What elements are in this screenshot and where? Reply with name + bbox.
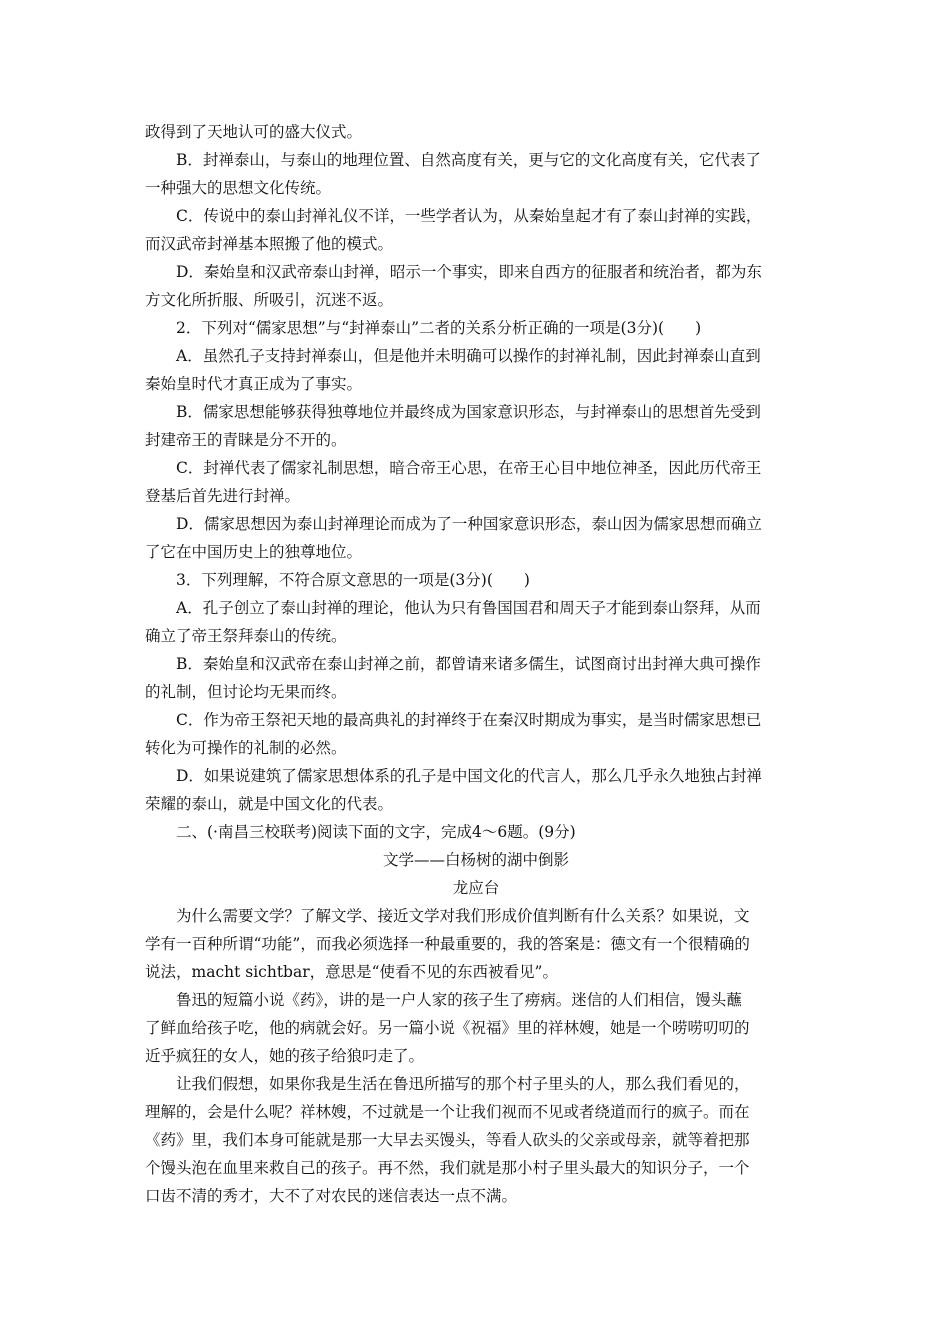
text-line: 鲁迅的短篇小说《药》，讲的是一户人家的孩子生了痨病。迷信的人们相信，馒头蘸 [176,991,742,1009]
text-line: 转化为可操作的礼制的必然。 [145,739,347,757]
text-line: C．作为帝王祭祀天地的最高典礼的封禅终于在秦汉时期成为事实，是当时儒家思想已 [176,711,762,729]
text-line: B．儒家思想能够获得独尊地位并最终成为国家意识形态，与封禅泰山的思想首先受到 [176,403,761,421]
text-line: 为什么需要文学？了解文学、接近文学对我们形成价值判断有什么关系？如果说，文 [176,907,750,925]
text-line: A．孔子创立了泰山封禅的理论，他认为只有鲁国国君和周天子才能到泰山祭拜，从而 [176,599,761,617]
text-line: 近乎疯狂的女人，她的孩子给狼叼走了。 [145,1047,425,1065]
text-line: 确立了帝王祭拜泰山的传统。 [145,627,347,645]
heading-line: 文学——白杨树的湖中倒影 [382,851,569,869]
text-line: 说法，macht sichtbar，意思是“使看不见的东西被看见”。 [145,963,558,981]
text-line: 封建帝王的青睐是分不开的。 [145,431,347,449]
text-line: 让我们假想，如果你我是生活在鲁迅所描写的那个村子里头的人，那么我们看见的， [176,1075,750,1093]
text-line: 二、(·南昌三校联考)阅读下面的文字，完成4～6题。(9分) [176,823,576,841]
text-line: 而汉武帝封禅基本照搬了他的模式。 [145,235,394,253]
text-line: B．秦始皇和汉武帝在泰山封禅之前，都曾请来诸多儒生，试图商讨出封禅大典可操作 [176,655,761,673]
text-line: D．如果说建筑了儒家思想体系的孔子是中国文化的代言人，那么几乎永久地独占封禅 [176,767,762,785]
text-line: C．传说中的泰山封禅礼仪不详，一些学者认为，从秦始皇起才有了泰山封禅的实践， [176,207,762,225]
text-line: 个馒头泡在血里来救自己的孩子。再不然，我们就是那小村子里头最大的知识分子，一个 [145,1159,750,1177]
text-line: 一种强大的思想文化传统。 [145,179,332,197]
heading-line: 龙应台 [452,879,500,897]
text-line: 理解的，会是什么呢？祥林嫂，不过就是一个让我们视而不见或者绕道而行的疯子。而在 [145,1103,750,1121]
text-line: 登基后首先进行封禅。 [145,487,301,505]
text-line: 方文化所折服、所吸引，沉迷不返。 [145,291,394,309]
text-line: 政得到了天地认可的盛大仪式。 [145,123,363,141]
text-line: D．儒家思想因为泰山封禅理论而成为了一种国家意识形态，泰山因为儒家思想而确立 [176,515,762,533]
text-line: C．封禅代表了儒家礼制思想，暗合帝王心思，在帝王心目中地位神圣，因此历代帝王 [176,459,762,477]
text-line: 2．下列对“儒家思想”与“封禅泰山”二者的关系分析正确的一项是(3分)( ) [176,319,702,337]
text-line: D．秦始皇和汉武帝泰山封禅，昭示一个事实，即来自西方的征服者和统治者，都为东 [176,263,762,281]
text-line: 了它在中国历史上的独尊地位。 [145,543,363,561]
text-line: 荣耀的泰山，就是中国文化的代表。 [145,795,394,813]
text-line: 3．下列理解，不符合原文意思的一项是(3分)( ) [176,571,530,589]
text-line: 学有一百种所谓“功能”，而我必须选择一种最重要的，我的答案是：德文有一个很精确的 [145,935,750,953]
text-line: A．虽然孔子支持封禅泰山，但是他并未明确可以操作的封禅礼制，因此封禅泰山直到 [176,347,761,365]
document-page [145,118,807,1210]
text-line: 《药》里，我们本身可能就是那一大早去买馒头，等看人砍头的父亲或母亲，就等着把那 [145,1131,750,1149]
text-line: B．封禅泰山，与泰山的地理位置、自然高度有关，更与它的文化高度有关，它代表了 [176,151,761,169]
text-line: 秦始皇时代才真正成为了事实。 [145,375,363,393]
text-line: 了鲜血给孩子吃，他的病就会好。另一篇小说《祝福》里的祥林嫂，她是一个唠唠叨叨的 [145,1019,750,1037]
text-line: 的礼制，但讨论均无果而终。 [145,683,347,701]
text-line: 口齿不清的秀才，大不了对农民的迷信表达一点不满。 [145,1187,518,1205]
